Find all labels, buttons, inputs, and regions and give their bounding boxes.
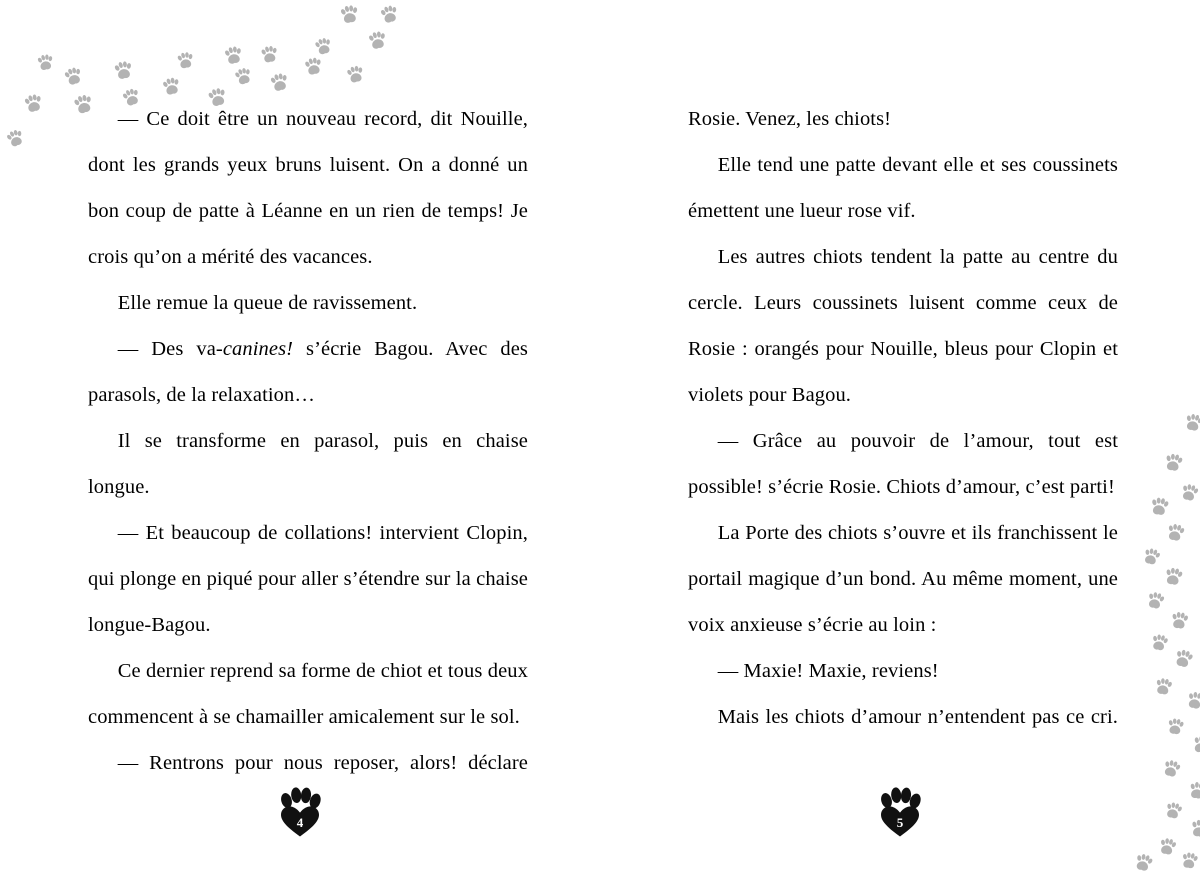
- paragraph: — Grâce au pouvoir de l’amour, tout est possible! s’écrie Rosie. Chiots d’amour, c’est parti!: [688, 430, 1118, 498]
- paragraph: Les autres chiots tendent la patte au centre du cercle. Leurs coussinets luisent comme ceux de Rosie : orangés pour Nouille, bleus pour Clopin et violets pour Bagou.: [688, 246, 1118, 406]
- right-page-body-text: [688, 96, 1118, 740]
- paragraph: Elle tend une patte devant elle et ses coussinets émettent une lueur rose vif.: [688, 154, 1118, 222]
- paragraph-continuation: Rosie. Venez, les chiots!: [688, 108, 892, 130]
- page-number: 4: [296, 815, 304, 830]
- page-right: [600, 0, 1200, 871]
- italic-emphasis: canines!: [222, 338, 294, 360]
- paragraph-with-italic: [88, 326, 528, 418]
- paw-heart-folio-icon: [276, 787, 324, 839]
- paragraph: Ce dernier reprend sa forme de chiot et tous deux commencent à se chamailler amicalement sur le sol.: [88, 660, 528, 728]
- page-number: 5: [896, 815, 904, 830]
- paragraph: — Maxie! Maxie, reviens!: [717, 660, 939, 682]
- paragraph-text-tail: s’écrie Bagou. Avec des parasols, de la relaxation…: [88, 338, 528, 406]
- paragraph: Il se transforme en parasol, puis en chaise longue.: [88, 430, 528, 498]
- paragraph: — Et beaucoup de collations! intervient Clopin, qui plonge en piqué pour aller s’étendre sur la chaise longue-Bagou.: [88, 522, 528, 636]
- paragraph-text-lead: — Des va-: [117, 338, 223, 360]
- paragraph: Mais les chiots d’amour n’entendent pas ce cri.: [717, 706, 1118, 728]
- right-page-footer: [600, 787, 1200, 839]
- paragraph: Elle remue la queue de ravissement.: [117, 292, 418, 314]
- paw-heart-folio-icon: [876, 787, 924, 839]
- left-page-footer: [0, 787, 600, 839]
- paragraph: La Porte des chiots s’ouvre et ils franchissent le portail magique d’un bond. Au même moment, une voix anxieuse s’écrie au loin :: [688, 522, 1118, 636]
- left-page-body-text: [88, 96, 528, 786]
- paragraph: — Ce doit être un nouveau record, dit Nouille, dont les grands yeux bruns luisent. On a donné un bon coup de patte à Léanne en un rien de temps! Je crois qu’on a mérité des vacances.: [88, 108, 528, 268]
- paragraph: — Rentrons pour nous reposer, alors! déclare: [117, 752, 528, 774]
